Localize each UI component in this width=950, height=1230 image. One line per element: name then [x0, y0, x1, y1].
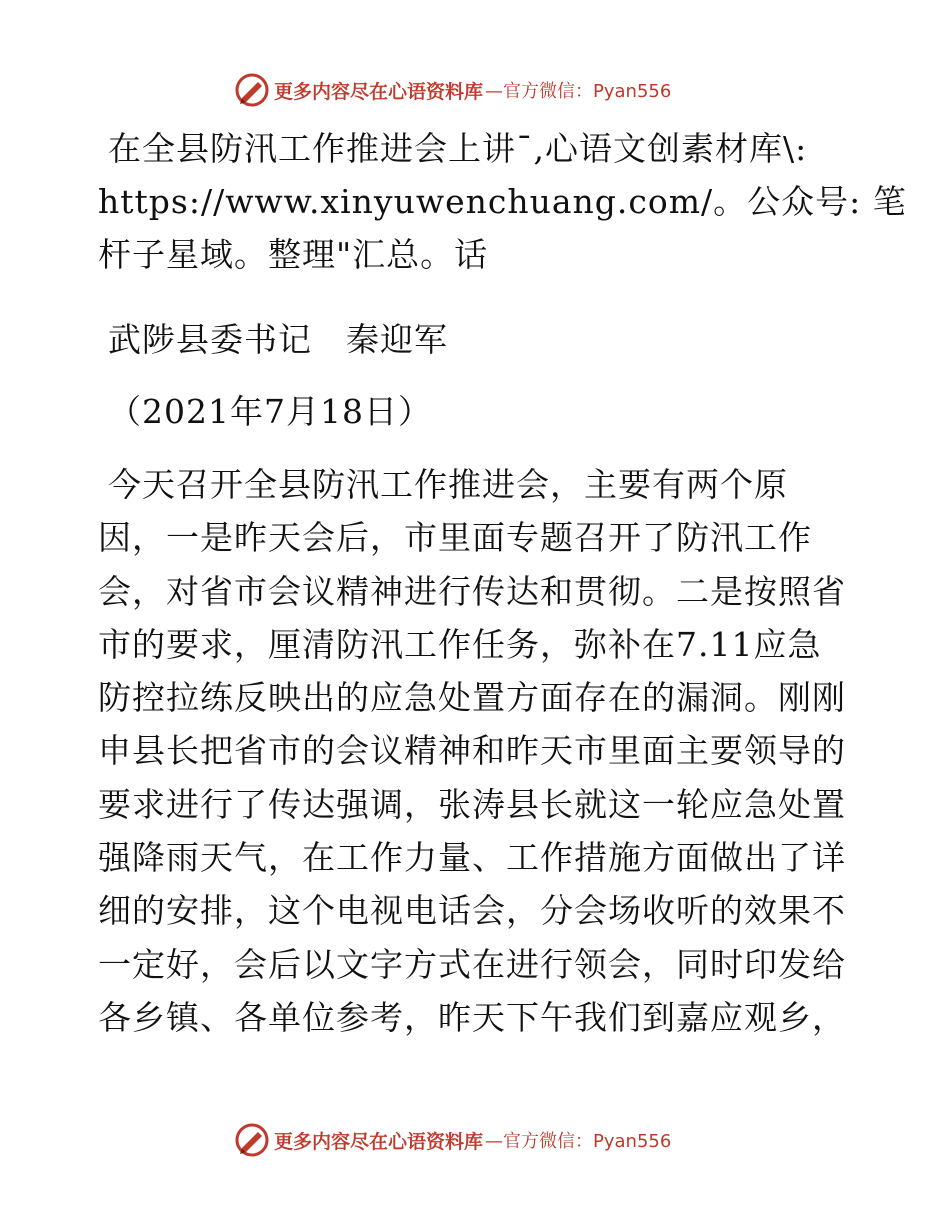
body-line: 细的安排，这个电视电话会，分会场收听的效果不: [98, 891, 846, 931]
pen-logo-icon: [234, 72, 270, 108]
body-line: 因，一是昨天会后，市里面专题召开了防汛工作: [98, 518, 812, 558]
title-line: 在全县防汛工作推进会上讲¯,心语文创素材库\:: [108, 129, 808, 168]
body-line: 申县长把省市的会议精神和昨天市里面主要领导的: [98, 731, 846, 771]
header-banner: [234, 70, 671, 110]
speech-body: [98, 458, 858, 1044]
pen-logo-icon: [234, 1122, 270, 1158]
title-line: https://www.xinyuwenchuang.com/。公众号: 笔: [98, 182, 907, 221]
body-line: 要求进行了传达强调，张涛县长就这一轮应急处置: [98, 784, 846, 824]
banner-main-text: 更多内容尽在心语资料库: [274, 80, 484, 103]
banner-main-text: 更多内容尽在心语资料库: [274, 1130, 484, 1153]
banner-wechat-text: —官方微信：Pyan556: [485, 81, 672, 102]
author-name: 武陟县委书记 秦迎军: [108, 320, 448, 359]
title-line: 杆子星域。整理"汇总。话: [98, 235, 489, 274]
speech-title: [98, 122, 907, 281]
banner-wechat-text: —官方微信：Pyan556: [485, 1131, 672, 1152]
body-line: 会，对省市会议精神进行传达和贯彻。二是按照省: [98, 571, 846, 611]
body-line: 一定好，会后以文字方式在进行领会，同时印发给: [98, 944, 846, 984]
date-text: （2021年7月18日）: [108, 392, 432, 431]
body-line: 强降雨天气，在工作力量、工作措施方面做出了详: [98, 838, 846, 878]
body-line: 市的要求，厘清防汛工作任务，弥补在7.11应急: [98, 624, 822, 664]
footer-banner: [234, 1120, 671, 1160]
author-byline: [98, 313, 858, 366]
body-line: 防控拉练反映出的应急处置方面存在的漏洞。刚刚: [98, 678, 846, 718]
body-line: 各乡镇、各单位参考，昨天下午我们到嘉应观乡，: [98, 997, 846, 1037]
body-line: 今天召开全县防汛工作推进会，主要有两个原: [108, 465, 788, 504]
speech-date: [98, 385, 858, 438]
